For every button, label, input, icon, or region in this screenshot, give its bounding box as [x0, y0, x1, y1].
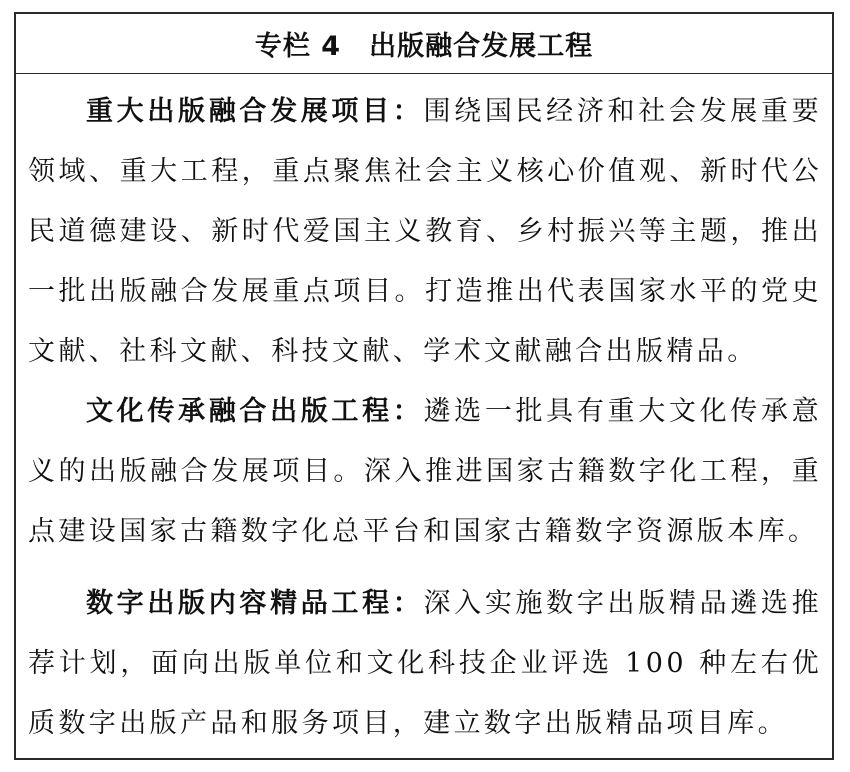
section-paragraph [28, 382, 822, 562]
section-paragraph [28, 574, 822, 754]
section-heading: 文化传承融合出版工程： [86, 396, 424, 427]
column-header [16, 14, 832, 74]
column-box [14, 12, 834, 760]
column-label: 专栏 4 [254, 31, 342, 62]
section-heading: 重大出版融合发展项目： [86, 96, 424, 127]
section-text: 遴选一批具有重大文化传承意义的出版融合发展项目。深入推进国家古籍数字化工程，重点建设国家古籍数字化总平台和国家古籍数字资源版本库。 [28, 396, 823, 547]
section-heading: 数字出版内容精品工程： [86, 588, 424, 619]
section-paragraph [28, 82, 822, 382]
section-text: 围绕国民经济和社会发展重要领域、重大工程，重点聚焦社会主义核心价值观、新时代公民道德建设、新时代爱国主义教育、乡村振兴等主题，推出一批出版融合发展重点项目。打造推出代表国家水平的党史文献、社科文献、科技文献、学术文献融合出版精品。 [28, 96, 823, 367]
column-body [16, 74, 832, 754]
section-text: 深入实施数字出版精品遴选推荐计划，面向出版单位和文化科技企业评选 100 种左右优质数字出版产品和服务项目，建立数字出版精品项目库。 [28, 588, 823, 739]
column-title: 出版融合发展工程 [369, 31, 594, 62]
